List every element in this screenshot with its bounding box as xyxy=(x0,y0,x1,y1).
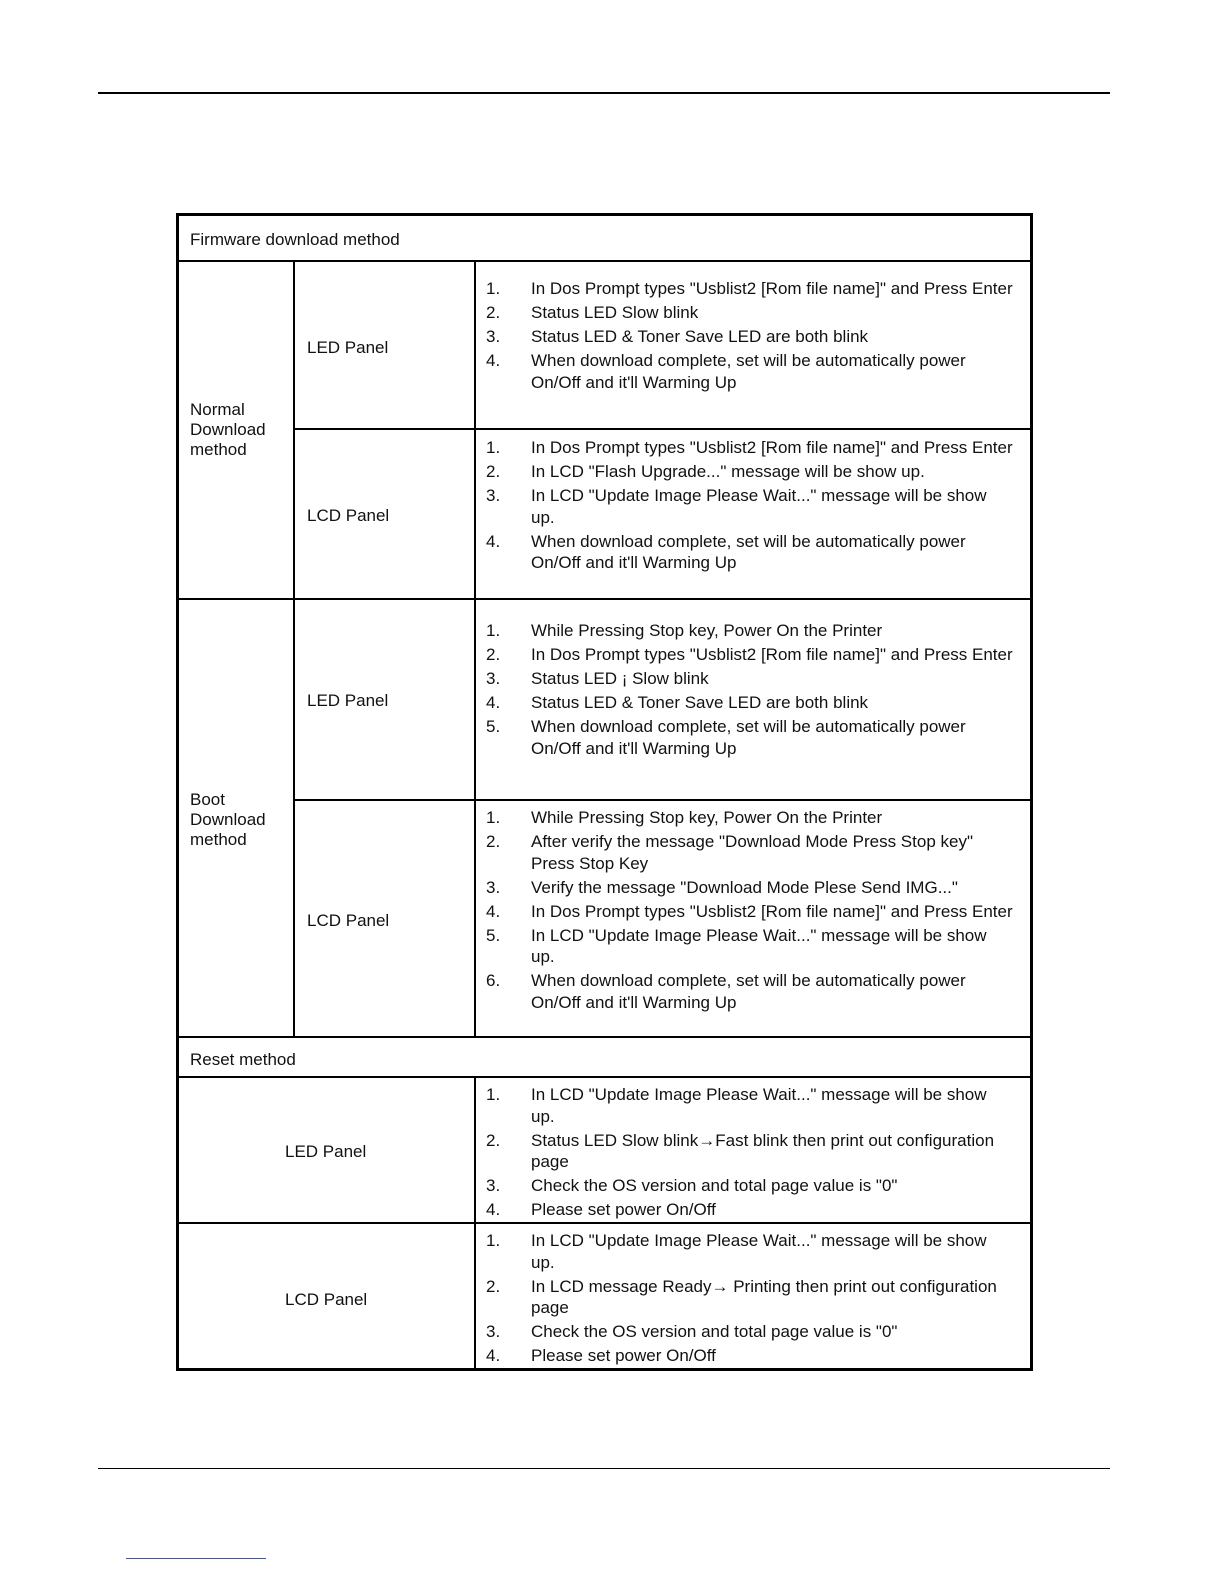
step-text: Check the OS version and total page value is "0" xyxy=(531,1176,898,1195)
step-number: 3. xyxy=(486,486,501,505)
step-number: 4. xyxy=(486,1200,501,1219)
reset-title-cell xyxy=(179,1036,1033,1078)
step-item xyxy=(486,925,1013,968)
step-item xyxy=(486,278,1013,300)
step-text: In LCD "Update Image Please Wait..." message will be show up. xyxy=(531,486,987,527)
step-item xyxy=(486,1230,1013,1273)
step-text: Please set power On/Off xyxy=(531,1200,716,1219)
step-number: 1. xyxy=(486,621,501,640)
step-list xyxy=(486,1230,1013,1369)
step-text: In LCD "Update Image Please Wait..." message will be show up. xyxy=(531,1085,987,1126)
step-number: 2. xyxy=(486,832,501,851)
step-text: When download complete, set will be automatically power On/Off and it'll Warming Up xyxy=(531,531,966,572)
step-text: When download complete, set will be automatically power On/Off and it'll Warming Up xyxy=(531,351,966,392)
step-text: Status LED & Toner Save LED are both blink xyxy=(531,693,869,712)
step-text: Verify the message "Download Mode Plese Send IMG..." xyxy=(531,877,958,897)
step-number: 1. xyxy=(486,808,501,827)
step-item xyxy=(486,1130,1013,1173)
step-item xyxy=(486,644,1013,666)
footer-link-underline xyxy=(126,1558,266,1559)
reset-led-panel-cell xyxy=(179,1076,476,1224)
boot-led-steps-cell xyxy=(474,598,1033,801)
step-text: In LCD "Update Image Please Wait..." message will be show up. xyxy=(531,925,987,966)
step-item xyxy=(486,1276,1013,1319)
step-text: Check the OS version and total page value is "0" xyxy=(531,1322,898,1341)
step-list xyxy=(486,278,1013,396)
reset-lcd-steps-cell xyxy=(474,1222,1033,1368)
normal-lcd-panel-cell xyxy=(293,428,476,600)
step-text: Status LED Slow blink→Fast blink then print out configuration page xyxy=(531,1130,995,1171)
panel-label: LCD Panel xyxy=(307,911,390,930)
step-text: Please set power On/Off xyxy=(531,1346,716,1365)
step-number: 2. xyxy=(486,1276,501,1296)
panel-label: LCD Panel xyxy=(285,1290,368,1309)
step-number: 6. xyxy=(486,971,501,990)
reset-lcd-panel-cell xyxy=(179,1222,476,1368)
step-number: 1. xyxy=(486,1085,501,1104)
step-text: While Pressing Stop key, Power On the Printer xyxy=(531,808,883,827)
step-text: After verify the message "Download Mode Press Stop key" Press Stop Key xyxy=(531,832,973,873)
step-number: 4. xyxy=(486,693,501,712)
normal-lcd-steps-cell xyxy=(474,428,1033,600)
step-text: When download complete, set will be automatically power On/Off and it'll Warming Up xyxy=(531,717,966,758)
step-number: 4. xyxy=(486,351,501,370)
step-item xyxy=(486,716,1013,759)
step-text: In LCD "Update Image Please Wait..." message will be show up. xyxy=(531,1231,987,1272)
step-number: 3. xyxy=(486,877,501,897)
step-number: 2. xyxy=(486,1130,501,1150)
header-rule xyxy=(98,92,1110,94)
step-item xyxy=(486,1175,1013,1197)
step-number: 5. xyxy=(486,717,501,736)
step-number: 3. xyxy=(486,327,501,346)
step-item xyxy=(486,668,1013,690)
step-item xyxy=(486,692,1013,714)
step-item xyxy=(486,1199,1013,1221)
panel-label: LED Panel xyxy=(285,1142,367,1161)
step-item xyxy=(486,531,1013,574)
firmware-section-title: Firmware download method xyxy=(190,230,400,249)
step-item xyxy=(486,877,1013,899)
reset-led-steps-cell xyxy=(474,1076,1033,1224)
footer-rule xyxy=(98,1468,1110,1469)
boot-method-cell xyxy=(179,598,295,1038)
step-item xyxy=(486,302,1013,324)
normal-method-label: Normal Download method xyxy=(190,400,266,459)
normal-led-panel-cell xyxy=(293,260,476,430)
panel-label: LED Panel xyxy=(307,691,389,710)
step-number: 2. xyxy=(486,645,501,664)
step-list xyxy=(486,807,1013,1016)
step-item xyxy=(486,485,1013,528)
step-text: In Dos Prompt types "Usblist2 [Rom file name]" and Press Enter xyxy=(531,645,1013,664)
step-number: 4. xyxy=(486,901,501,921)
normal-led-steps-cell xyxy=(474,260,1033,430)
step-number: 3. xyxy=(486,669,501,688)
step-text: Status LED Slow blink xyxy=(531,303,699,322)
step-item xyxy=(486,437,1013,459)
step-number: 1. xyxy=(486,1231,501,1250)
step-text: When download complete, set will be automatically power On/Off and it'll Warming Up xyxy=(531,971,966,1012)
step-number: 2. xyxy=(486,303,501,322)
step-text: In Dos Prompt types "Usblist2 [Rom file name]" and Press Enter xyxy=(531,438,1013,457)
step-text: In Dos Prompt types "Usblist2 [Rom file name]" and Press Enter xyxy=(531,279,1013,298)
boot-led-panel-cell xyxy=(293,598,476,801)
step-text: While Pressing Stop key, Power On the Printer xyxy=(531,621,883,640)
step-text: In Dos Prompt types "Usblist2 [Rom file name]" and Press Enter xyxy=(531,901,1013,921)
boot-lcd-steps-cell xyxy=(474,799,1033,1038)
step-text: In LCD message Ready→ Printing then print out configuration page xyxy=(531,1276,997,1317)
step-number: 4. xyxy=(486,1346,501,1365)
boot-lcd-panel-cell xyxy=(293,799,476,1038)
step-item xyxy=(486,326,1013,348)
boot-method-label: Boot Download method xyxy=(190,790,266,849)
step-number: 5. xyxy=(486,925,501,945)
step-number: 1. xyxy=(486,279,501,298)
panel-label: LED Panel xyxy=(307,338,389,357)
reset-section-title: Reset method xyxy=(190,1050,296,1069)
step-list xyxy=(486,437,1013,576)
step-item xyxy=(486,831,1013,874)
step-text: In LCD "Flash Upgrade..." message will be show up. xyxy=(531,462,925,481)
step-number: 3. xyxy=(486,1322,501,1341)
step-number: 1. xyxy=(486,438,501,457)
step-item xyxy=(486,1321,1013,1343)
step-item xyxy=(486,1084,1013,1127)
step-item xyxy=(486,901,1013,923)
panel-label: LCD Panel xyxy=(307,506,390,525)
step-number: 2. xyxy=(486,462,501,481)
step-item xyxy=(486,350,1013,393)
step-text: Status LED & Toner Save LED are both blink xyxy=(531,327,869,346)
step-list xyxy=(486,620,1013,762)
step-number: 3. xyxy=(486,1176,501,1195)
step-item xyxy=(486,620,1013,642)
step-item xyxy=(486,461,1013,483)
step-list xyxy=(486,1084,1013,1223)
step-item xyxy=(486,1345,1013,1367)
step-number: 4. xyxy=(486,531,501,551)
normal-method-cell xyxy=(179,260,295,600)
step-item xyxy=(486,807,1013,829)
firmware-table xyxy=(176,213,1033,1371)
step-text: Status LED ¡ Slow blink xyxy=(531,669,709,688)
step-item xyxy=(486,970,1013,1013)
